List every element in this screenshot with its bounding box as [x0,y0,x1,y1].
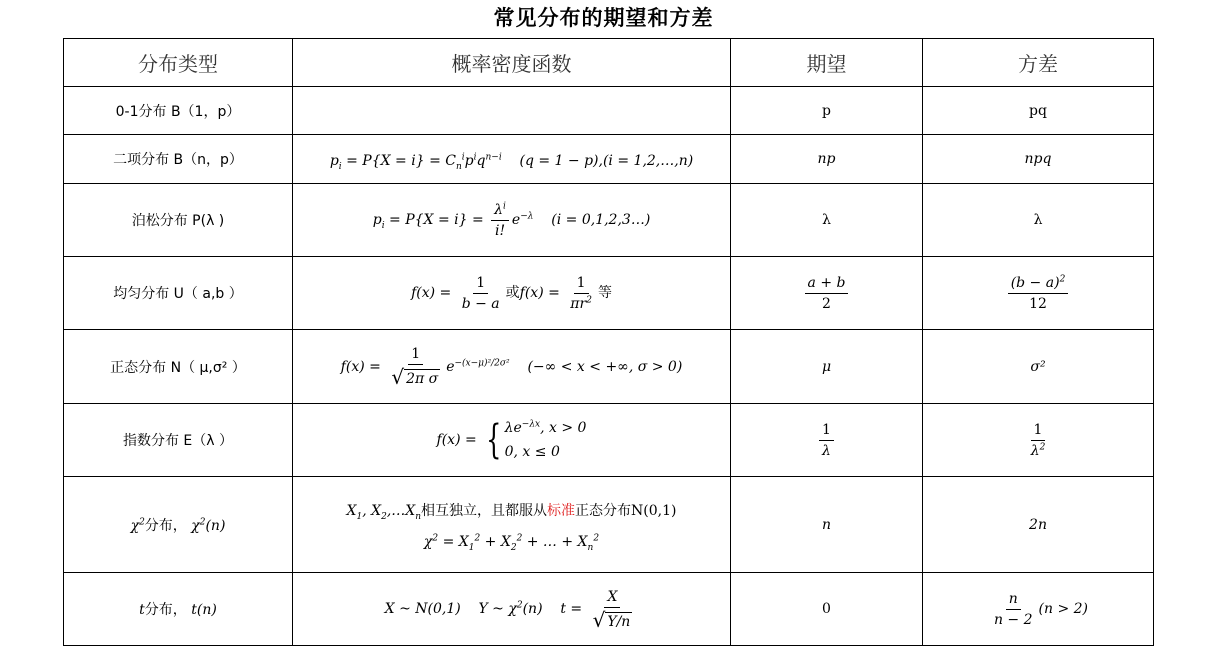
table-row [64,184,1154,257]
chi-n-symbol: $\chi^2(n)$ [191,516,226,534]
t-name-text: 分布， [144,602,187,618]
chi-vars: $X_1$, $X_2,\dots X_n$ [346,502,422,522]
chi-symbol: $\chi^2$ [130,516,145,534]
variance-cell: pq [923,87,1154,135]
table-row [64,404,1154,477]
pdf-cell [293,257,731,330]
dist-name: 泊松分布 P(λ ) [64,184,293,257]
chi-name-text: 分布， [144,517,187,534]
chi-text-highlight: 标准 [547,502,576,519]
dist-name [64,573,293,646]
pdf-cell [293,573,731,646]
variance-cell [923,135,1154,184]
mean-cell [731,257,923,330]
pdf-cell [293,404,731,477]
t-formula: X ~ N(0,1) Y ~ $\chi^2(n)$ t = X √ Y/n [384,588,631,632]
table-row [64,573,1154,646]
mean-cell [731,404,923,477]
mean-cell: 0 [731,573,923,646]
table-row [64,477,1154,573]
t-n-symbol: t(n) [191,602,217,618]
dist-name: 指数分布 E（λ ） [64,404,293,477]
variance-cell [923,477,1154,573]
etc-word: 等 [597,285,612,301]
header-type: 分布类型 [64,39,293,87]
pdf-cell [293,477,731,573]
variance-cell: λ [923,184,1154,257]
normal-formula: f(x) = 1 √ 2π σ $e^{-(x-\mu)^2/2\sigma^2}$ (−∞ < x < +∞, σ > 0) [340,346,683,389]
dist-name: 0-1分布 B（1，p） [64,87,293,135]
exponential-mean: $\frac{1}{\lambda}$ [816,432,837,448]
chi-variance: 2n [1029,516,1047,533]
or-word: 或 [505,285,520,301]
header-variance: 方差 [923,39,1154,87]
pdf-cell [293,330,731,404]
table-row [64,257,1154,330]
pdf-cell [293,87,731,135]
normal-mean: μ [821,358,832,375]
header-pdf: 概率密度函数 [293,39,731,87]
normal-variance: σ² [1030,358,1046,375]
variance-cell [923,257,1154,330]
chi-mean: n [821,516,832,533]
variance-cell [923,330,1154,404]
t-symbol: t [139,602,145,618]
t-variance: $\frac{n}{n - 2}$ (n > 2) [993,590,1089,628]
table-row [64,330,1154,404]
mean-cell [731,135,923,184]
binomial-variance: npq [1024,151,1052,167]
chi-text-prefix: 相互独立，且都服从 [421,502,548,519]
pdf-cell [293,184,731,257]
variance-cell [923,573,1154,646]
uniform-formula: f(x) = $\frac{1}{b - a}$ 或f(x) = $\frac{1}{\pi r^2}$ 等 [411,274,612,312]
chi-sum-formula: $\chi^2 = X_1^2 + X_2^2$ + … + $X_n^2$ [423,532,600,553]
exponential-formula: f(x) = { $\lambda e^{-\lambda x}$, x > 0 0, x ≤ 0 [436,417,587,463]
distribution-table [63,38,1154,646]
dist-name: 二项分布 B（n，p） [64,135,293,184]
uniform-variance: $\frac{(b - a)^2}{12}$ [1005,285,1072,301]
table-row [64,135,1154,184]
binomial-mean: np [817,151,836,167]
dist-name: 均匀分布 U（ a,b ） [64,257,293,330]
binomial-formula: $p_i = P\{X = i\} = C_n^ip^iq^{n-i}$ (q = 1 − p),(i = 1,2,…,n) [329,151,694,172]
header-mean: 期望 [731,39,923,87]
mean-cell: p [731,87,923,135]
dist-name: 正态分布 N（ μ,σ² ） [64,330,293,404]
exponential-variance: $\frac{1}{\lambda^2}$ [1030,421,1046,459]
header-row [64,39,1154,87]
page-title: 常见分布的期望和方差 [493,5,714,30]
variance-cell [923,404,1154,477]
pdf-cell [293,135,731,184]
mean-cell: λ [731,184,923,257]
mean-cell [731,330,923,404]
chi-text-suffix: 正态分布N(0,1) [575,502,677,519]
table-row [64,87,1154,135]
chi-independence-text [347,500,677,520]
mean-cell [731,477,923,573]
poisson-formula: $p_i = P\{X = i\}$ = $\frac{\lambda^i}{i!}$ $e^{-\lambda}$ (i = 0,1,2,3…) [372,200,651,239]
dist-name [64,477,293,573]
uniform-mean: $\frac{a + b}{2}$ [802,285,852,301]
